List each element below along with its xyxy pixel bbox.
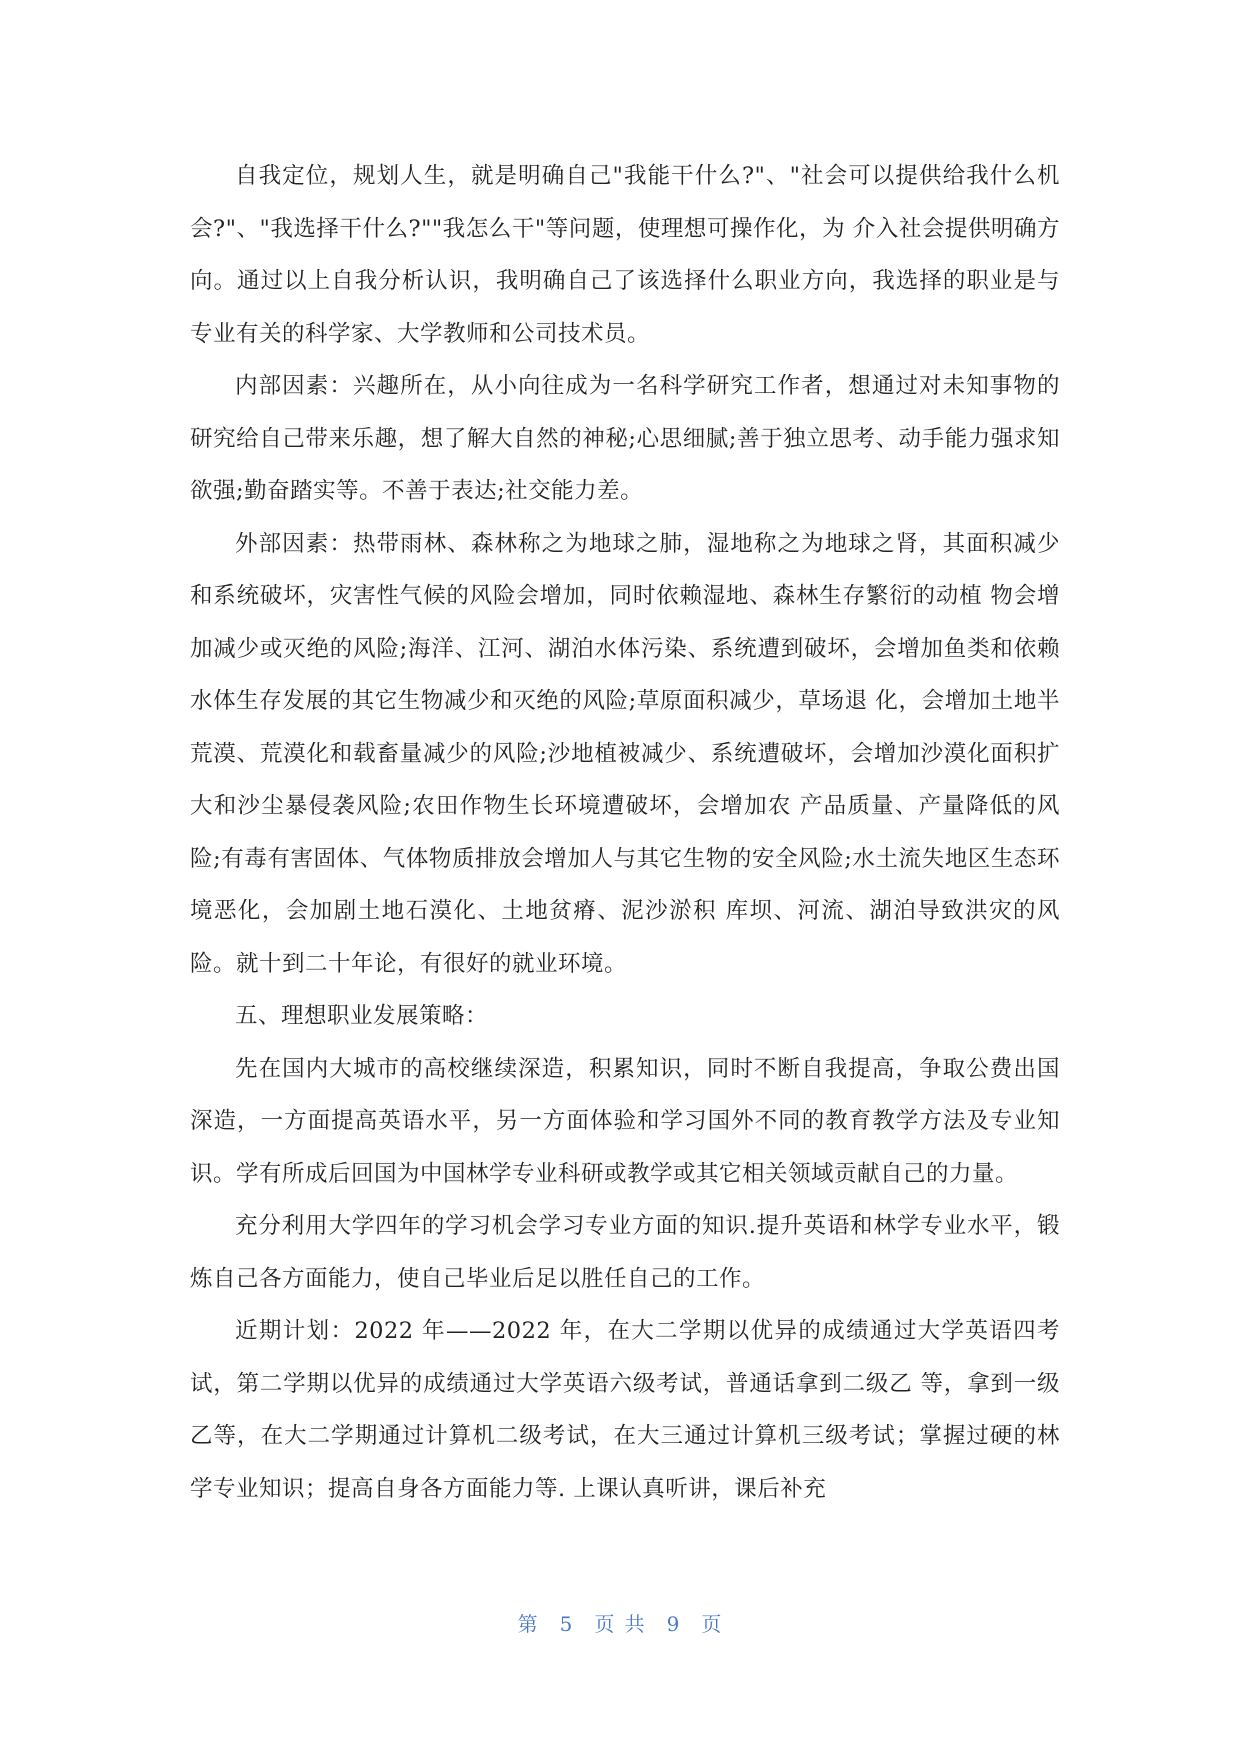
footer-total-pages: 9 [666, 1612, 682, 1636]
section-heading-career-strategy: 五、理想职业发展策略： [235, 1003, 489, 1029]
page-footer [0, 1608, 1241, 1637]
footer-current-page: 5 [559, 1612, 575, 1636]
paragraph-short-term-plan: 近期计划：2022 年——2022 年，在大二学期以优异的成绩通过大学英语四考试，第二学期以优异的成绩通过大学英语六级考试，普通话拿到二级乙 等，拿到一级乙等，在大二学期通过计算机二级考试，在大三通过计算机三级考试；掌握过硬的林学专业知识；提高自身各方面能力等. 上课认真听讲，课后补充 [190, 1318, 1060, 1502]
footer-suffix: 页 [701, 1612, 724, 1636]
document-body [190, 150, 1060, 1515]
paragraph-external-factors: 外部因素：热带雨林、森林称之为地球之肺，湿地称之为地球之肾，其面积减少和系统破坏，灾害性气候的风险会增加，同时依赖湿地、森林生存繁衍的动植 物会增加减少或灭绝的风险;海洋、江河、湖泊水体污染、系统遭到破坏，会增加鱼类和依赖水体生存发展的其它生物减少和灭绝的风险;草原面积减少，草场退 化，会增加土地半荒漠、荒漠化和载畜量减少的风险;沙地植被减少、系统遭破坏，会增加沙漠化面积扩大和沙尘暴侵袭风险;农田作物生长环境遭破坏，会增加农 产品质量、产量降低的风险;有毒有害固体、气体物质排放会增加人与其它生物的安全风险;水土流失地区生态环境恶化，会加剧土地石漠化、土地贫瘠、泥沙淤积 库坝、河流、湖泊导致洪灾的风险。就十到二十年论，有很好的就业环境。 [190, 530, 1060, 977]
paragraph-university-years: 充分利用大学四年的学习机会学习专业方面的知识.提升英语和林学专业水平，锻炼自己各方面能力，使自己毕业后足以胜任自己的工作。 [190, 1213, 1060, 1292]
footer-prefix: 第 [517, 1612, 540, 1636]
paragraph-internal-factors: 内部因素：兴趣所在，从小向往成为一名科学研究工作者，想通过对未知事物的研究给自己带来乐趣，想了解大自然的神秘;心思细腻;善于独立思考、动手能力强求知欲强;勤奋踏实等。不善于表达;社交能力差。 [190, 373, 1060, 504]
footer-middle: 页 共 [594, 1612, 647, 1636]
paragraph-further-study: 先在国内大城市的高校继续深造，积累知识，同时不断自我提高，争取公费出国深造，一方面提高英语水平，另一方面体验和学习国外不同的教育教学方法及专业知识。学有所成后回国为中国林学专业科研或教学或其它相关领域贡献自己的力量。 [190, 1055, 1060, 1187]
paragraph-self-positioning: 自我定位，规划人生，就是明确自己"我能干什么?"、"社会可以提供给我什么机会?"、"我选择干什么?""我怎么干"等问题，使理想可操作化，为 介入社会提供明确方向。通过以上自我分析认识，我明确自己了该选择什么职业方向，我选择的职业是与专业有关的科学家、大学教师和公司技术员。 [190, 163, 1060, 347]
